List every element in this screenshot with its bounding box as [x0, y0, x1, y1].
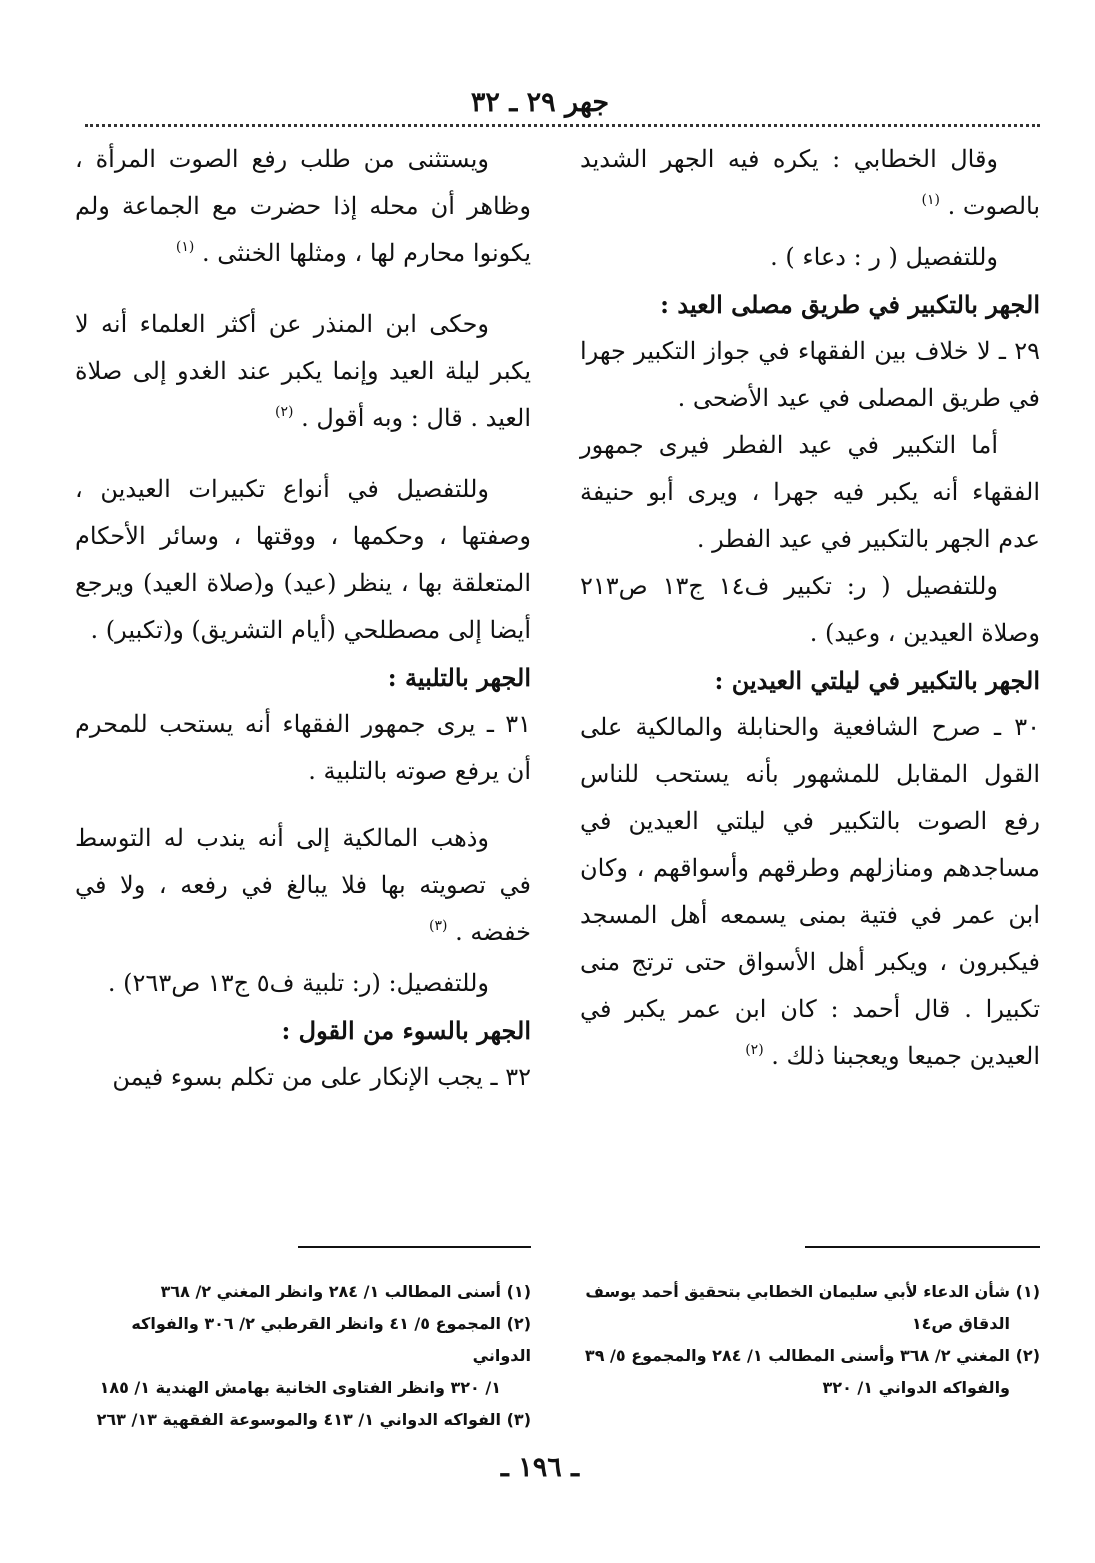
paragraph: وللتفصيل في أنواع تكبيرات العيدين ، وصفتها ، وحكمها ، ووقتها ، وسائر الأحكام المتعلقة بها ، ينظر (عيد) و(صلاة العيد) ويرجع أيضا إلى مصطلحي (أيام التشريق) و(تكبير) .	[75, 475, 531, 644]
paragraph	[580, 136, 1040, 234]
footnote: (١) شأن الدعاء لأبي سليمان الخطابي بتحقيق أحمد يوسف	[585, 1282, 1040, 1301]
paragraph: وللتفصيل ( ر : دعاء ) .	[770, 243, 998, 271]
paragraph	[75, 136, 531, 281]
footnote-ref: (٢)	[275, 404, 294, 420]
header-title: جهر ٢٩ ـ ٣٢	[470, 87, 610, 118]
paragraph: ٣١ ـ يرى جمهور الفقهاء أنه يستحب للمحرم أن يرفع صوته بالتلبية .	[75, 710, 531, 785]
footnote-continuation: ١/ ٣٢٠ وانظر الفتاوى الخانية بهامش الهندية ١/ ١٨٥	[99, 1378, 501, 1397]
running-header	[40, 86, 1040, 120]
section-heading: الجهر بالتكبير في ليلتي العيدين :	[714, 666, 1040, 695]
paragraph: ٢٩ ـ لا خلاف بين الفقهاء في جواز التكبير جهرا في طريق المصلى في عيد الأضحى .	[580, 337, 1040, 412]
footnote-rule-left	[298, 1246, 531, 1248]
paragraph	[75, 301, 531, 446]
footnote-ref: (١)	[921, 192, 940, 208]
right-column	[580, 136, 1040, 1084]
paragraph: وللتفصيل: (ر: تلبية ف٥ ج١٣ ص٢٦٣) .	[107, 969, 489, 997]
footnote-rule-right	[805, 1246, 1040, 1248]
footnote-ref: (٣)	[428, 918, 448, 934]
paragraph-text: وحكى ابن المنذر عن أكثر العلماء أنه لا يكبر ليلة العيد وإنما يكبر عند الغدو إلى صلاة العيد . قال : وبه أقول .	[75, 310, 531, 432]
footnotes-right	[580, 1276, 1040, 1404]
paragraph-text: وذهب المالكية إلى أنه يندب له التوسط في تصويته بها فلا يبالغ في رفعه ، ولا في خفضه .	[75, 824, 531, 946]
paragraph-text: ٣٠ ـ صرح الشافعية والحنابلة والمالكية على القول المقابل للمشهور بأنه يستحب للناس رفع الصوت بالتكبير في ليلتي العيدين في مساجدهم ومنازلهم وطرقهم وأسواقهم ، وكان ابن عمر في فتية بمنى يسمعه أهل المسجد فيكبرون ، ويكبر أهل الأسواق حتى ترتج منى تكبيرا . قال أحمد : كان ابن عمر يكبر في العيدين جميعا ويعجبنا ذلك .	[580, 713, 1040, 1070]
footnote: (٢) المجموع ٥/ ٤١ وانظر القرطبي ٢/ ٣٠٦ والفواكه الدواني	[131, 1314, 531, 1365]
paragraph	[75, 815, 531, 960]
paragraph	[580, 704, 1040, 1084]
footnote-ref: (٢)	[745, 1042, 764, 1058]
footnote: (٢) المغني ٢/ ٣٦٨ وأسنى المطالب ١/ ٢٨٤ والمجموع ٥/ ٣٩	[584, 1346, 1040, 1365]
page-number: ـ ١٩٦ ـ	[500, 1452, 580, 1483]
paragraph: وللتفصيل ( ر: تكبير ف١٤ ج١٣ ص٢١٣ وصلاة العيدين ، وعيد) .	[580, 572, 1040, 647]
section-heading: الجهر بالتلبية :	[387, 663, 531, 692]
footnote-ref: (١)	[175, 239, 195, 255]
footnote-continuation: الدقاق ص١٤	[911, 1314, 1010, 1333]
footnote: (٣) الفواكه الدواني ١/ ٤١٣ والموسوعة الفقهية ١٣/ ٢٦٣	[96, 1410, 531, 1429]
paragraph: أما التكبير في عيد الفطر فيرى جمهور الفقهاء أنه يكبر فيه جهرا ، ويرى أبو حنيفة عدم الجهر بالتكبير في عيد الفطر .	[580, 431, 1040, 553]
section-heading: الجهر بالسوء من القول :	[281, 1016, 531, 1045]
paragraph: ٣٢ ـ يجب الإنكار على من تكلم بسوء فيمن	[112, 1063, 531, 1091]
footnote-continuation: والفواكه الدواني ١/ ٣٢٠	[822, 1378, 1010, 1397]
footnotes-left	[75, 1276, 531, 1436]
paragraph-text: ويستثنى من طلب رفع الصوت المرأة ، وظاهر أن محله إذا حضرت مع الجماعة ولم يكونوا محارم لها ، ومثلها الخنثى .	[75, 145, 531, 267]
header-dotted-rule	[85, 124, 1040, 127]
footnote: (١) أسنى المطالب ١/ ٢٨٤ وانظر المغني ٢/ ٣٦٨	[160, 1282, 531, 1301]
paragraph-text: وقال الخطابي : يكره فيه الجهر الشديد بالصوت .	[580, 145, 1040, 220]
section-heading: الجهر بالتكبير في طريق مصلى العيد :	[660, 290, 1040, 319]
left-column	[75, 136, 531, 1101]
